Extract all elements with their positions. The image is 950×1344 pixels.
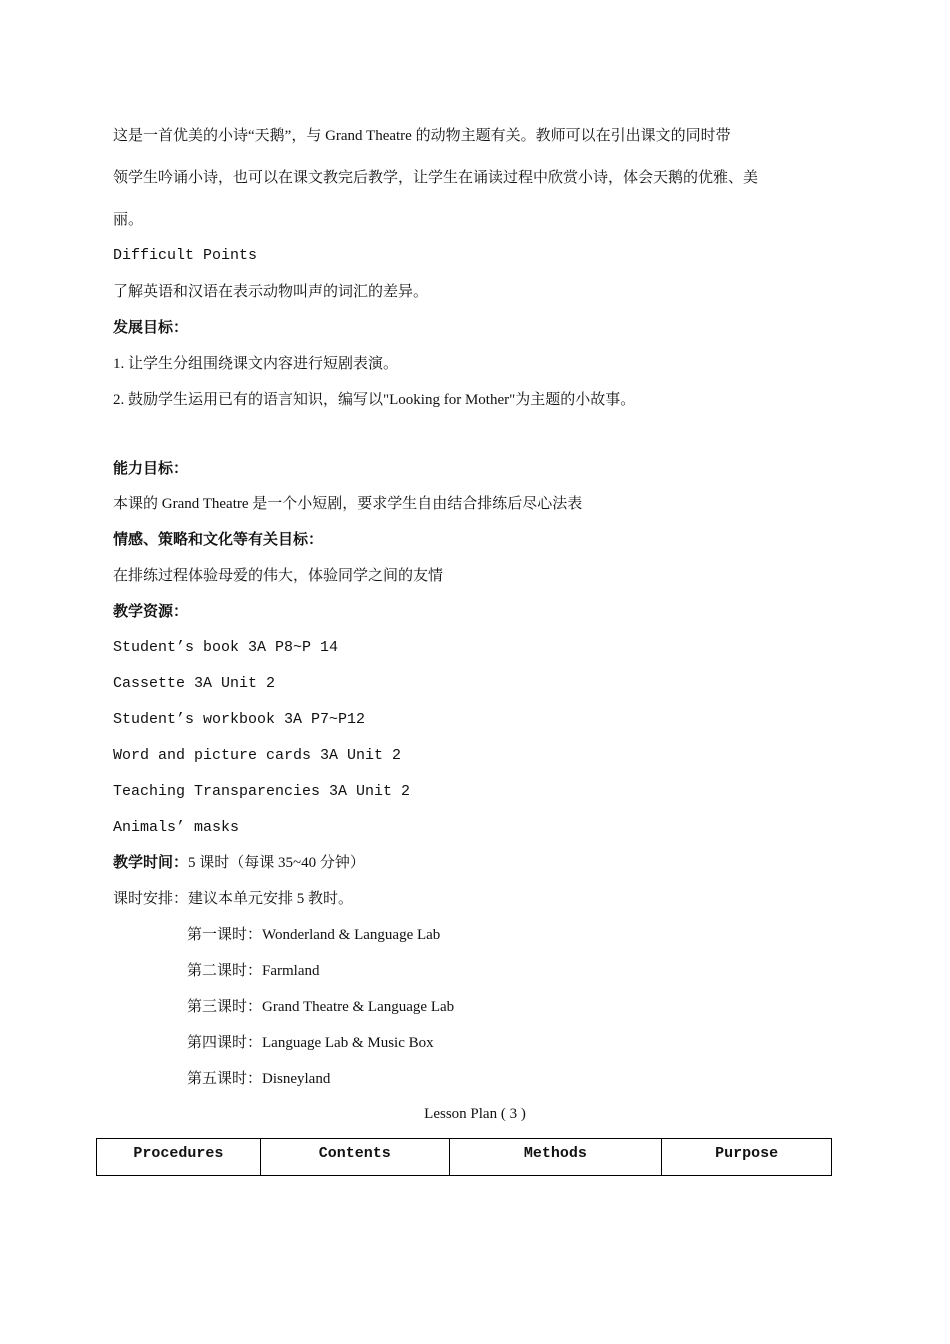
development-goal-item-1: 1. 让学生分组围绕课文内容进行短剧表演。 xyxy=(113,356,399,372)
schedule-lesson: 第一课时：Wonderland & Language Lab xyxy=(187,927,441,943)
resource-item: Word and picture cards 3A Unit 2 xyxy=(113,747,402,764)
schedule-lesson: 第二课时：Farmland xyxy=(187,963,320,979)
schedule-lesson: 第五课时：Disneyland xyxy=(187,1071,331,1087)
column-header-procedures: Procedures xyxy=(97,1139,261,1176)
lesson-plan-title: Lesson Plan ( 3 ) xyxy=(424,1106,526,1122)
column-header-contents: Contents xyxy=(260,1139,449,1176)
schedule-lesson: 第三课时：Grand Theatre & Language Lab xyxy=(187,999,455,1015)
difficult-points-heading: Difficult Points xyxy=(113,247,258,264)
resources-heading: 教学资源： xyxy=(113,604,189,620)
schedule-intro: 课时安排：建议本单元安排 5 教时。 xyxy=(113,891,354,907)
lesson-plan-table xyxy=(96,1138,832,1176)
resource-item: Student’s book 3A P8~P 14 xyxy=(113,639,339,656)
development-goals-heading: 发展目标： xyxy=(113,320,189,336)
resource-item: Teaching Transparencies 3A Unit 2 xyxy=(113,783,411,800)
teaching-time xyxy=(113,853,365,873)
intro-line-1: 这是一首优美的小诗“天鹅”，与 Grand Theatre 的动物主题有关。教师可以在引出课文的同时带 xyxy=(113,128,731,144)
schedule-lesson: 第四课时：Language Lab & Music Box xyxy=(187,1035,434,1051)
teaching-time-label: 教学时间： xyxy=(113,855,189,871)
intro-line-3: 丽。 xyxy=(113,212,144,228)
resource-item: Cassette 3A Unit 2 xyxy=(113,675,276,692)
ability-goals-text: 本课的 Grand Theatre 是一个小短剧，要求学生自由结合排练后尽心法表 xyxy=(113,496,583,512)
intro-line-2: 领学生吟诵小诗，也可以在课文教完后教学，让学生在诵读过程中欣赏小诗，体会天鹅的优雅、美 xyxy=(113,170,759,186)
development-goal-item-2: 2. 鼓励学生运用已有的语言知识，编写以"Looking for Mother"为主题的小故事。 xyxy=(113,392,636,408)
resource-item: Animals’ masks xyxy=(113,819,240,836)
resource-item: Student’s workbook 3A P7~P12 xyxy=(113,711,366,728)
column-header-purpose: Purpose xyxy=(662,1139,832,1176)
column-header-methods: Methods xyxy=(449,1139,662,1176)
table-header-row xyxy=(97,1139,832,1176)
teaching-time-value: 5 课时（每课 35~40 分钟） xyxy=(188,855,365,871)
difficult-points-text: 了解英语和汉语在表示动物叫声的词汇的差异。 xyxy=(113,284,429,300)
ability-goals-heading: 能力目标： xyxy=(113,461,189,477)
affective-goals-text: 在排练过程体验母爱的伟大，体验同学之间的友情 xyxy=(113,568,444,584)
affective-goals-heading: 情感、策略和文化等有关目标： xyxy=(113,532,324,548)
